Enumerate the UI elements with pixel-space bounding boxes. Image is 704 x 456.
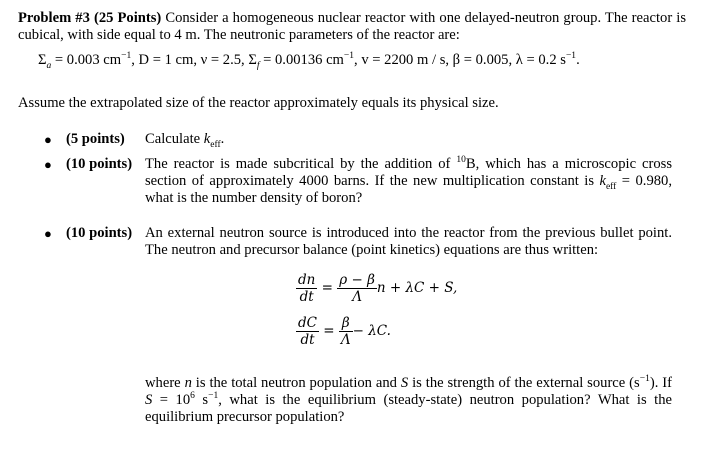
assumption-text: Assume the extrapolated size of the reactor approximately equals its physical size. [18,95,499,111]
problem-intro [18,10,686,44]
neutron-balance-equation: $\frac{dn}{dt}$ = $\frac{\rho - \beta}{\Lambda}$ n + λC + S, [298,272,458,305]
bullet-points: (10 points) [66,156,133,172]
bullet-text: An external neutron source is introduced into the reactor from the previous bullet point. The neutron and precursor balance (point kinetics) equations are thus written: [145,225,672,258]
bullet-dot: ● [44,226,52,241]
reactor-parameters: $\Sigma_a = 0.003$ $cm^{-1}$, D = 1 cm, ν = 2.5, $\Sigma_f = 0.00136$ $cm^{-1}$, v = 2200 m / s, β = 0.005, λ = 0.2 $s^{-1}$. [38,51,580,71]
bullet-text: The reactor is made subcritical by the addition of $^{10}$B, which has a microscopic cross section of approximately 4000 barns. If the new multiplication constant is $k_{eff} = 0.980$, what is the number density of boron? [145,155,672,206]
bullet-points: (5 points) [66,131,125,147]
bullet-dot: ● [44,157,52,172]
bullet-text: Calculate $k_{eff}$. [145,131,225,150]
precursor-balance-equation: $\frac{dC}{dt}$ = $\frac{\beta}{\Lambda}$ − λC. [298,315,391,348]
problem-intro-text: Consider a homogeneous nuclear reactor with one delayed-neutron group. The reactor is cubical, with side equal to 4 m. The neutronic parameters of the reactor are: [18,10,686,43]
bullet-followup-text: where n is the total neutron population and S is the strength of the external source $(s^{-1})$. If $S = 10^6$ $s^{-1}$, what is the equilibrium (steady-state) neutron population? What is the equilibrium precursor population? [145,374,673,425]
problem-title: Problem #3 (25 Points) [18,10,162,26]
bullet-dot: ● [44,132,52,147]
bullet-points: (10 points) [66,225,133,241]
